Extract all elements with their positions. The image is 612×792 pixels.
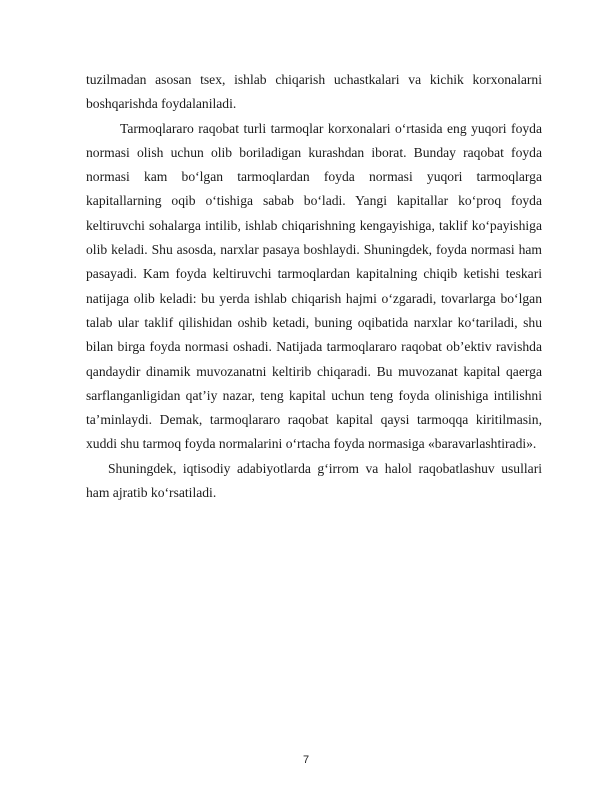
page-number: 7 bbox=[302, 754, 310, 766]
paragraph-continuation: tuzilmadan asosan tsex, ishlab chiqarish uchastkalari va kichik korxonalarni boshqarishda foydalaniladi. bbox=[86, 72, 542, 112]
body-text bbox=[86, 68, 542, 505]
paragraph-interindustry-competition: Tarmoqlararo raqobat turli tarmoqlar korxonalari o‘rtasida eng yuqori foyda normasi olish uchun olib boriladigan kurashdan iborat. Bunday raqobat foyda normasi kam bo‘lgan tarmoqlardan foyda normasi yuqori tarmoqlarga kapitallarning oqib o‘tishiga sabab bo‘ladi. Yangi kapitallar ko‘proq foyda keltiruvchi sohalarga intilib, ishlab chiqarishning kengayishiga, taklif ko‘payishiga olib keladi. Shu asosda, narxlar pasaya boshlaydi. Shuningdek, foyda normasi ham pasayadi. Kam foyda keltiruvchi tarmoqlardan kapitalning chiqib ketishi teskari natijaga olib keladi: bu yerda ishlab chiqarish hajmi o‘zgaradi, tovarlarga bo‘lgan talab ular taklif qilishidan oshib ketadi, buning oqibatida narxlar ko‘tariladi, shu bilan birga foyda normasi oshadi. Natijada tarmoqlararo raqobat ob’ektiv ravishda qandaydir dinamik muvozanatni keltirib chiqaradi. Bu muvozanat kapital qaerga sarflanganligidan qat’iy nazar, teng kapital uchun teng foyda olinishiga intilishni ta’minlaydi. Demak, tarmoqlararo raqobat kapital qaysi tarmoqqa kiritilmasin, xuddi shu tarmoq foyda normalarini o‘rtacha foyda normasiga «baravarlashtiradi». bbox=[86, 120, 542, 452]
paragraph-competition-methods: Shuningdek, iqtisodiy adabiyotlarda g‘irrom va halol raqobatlashuv usullari ham ajratib ko‘rsatiladi. bbox=[86, 460, 542, 501]
